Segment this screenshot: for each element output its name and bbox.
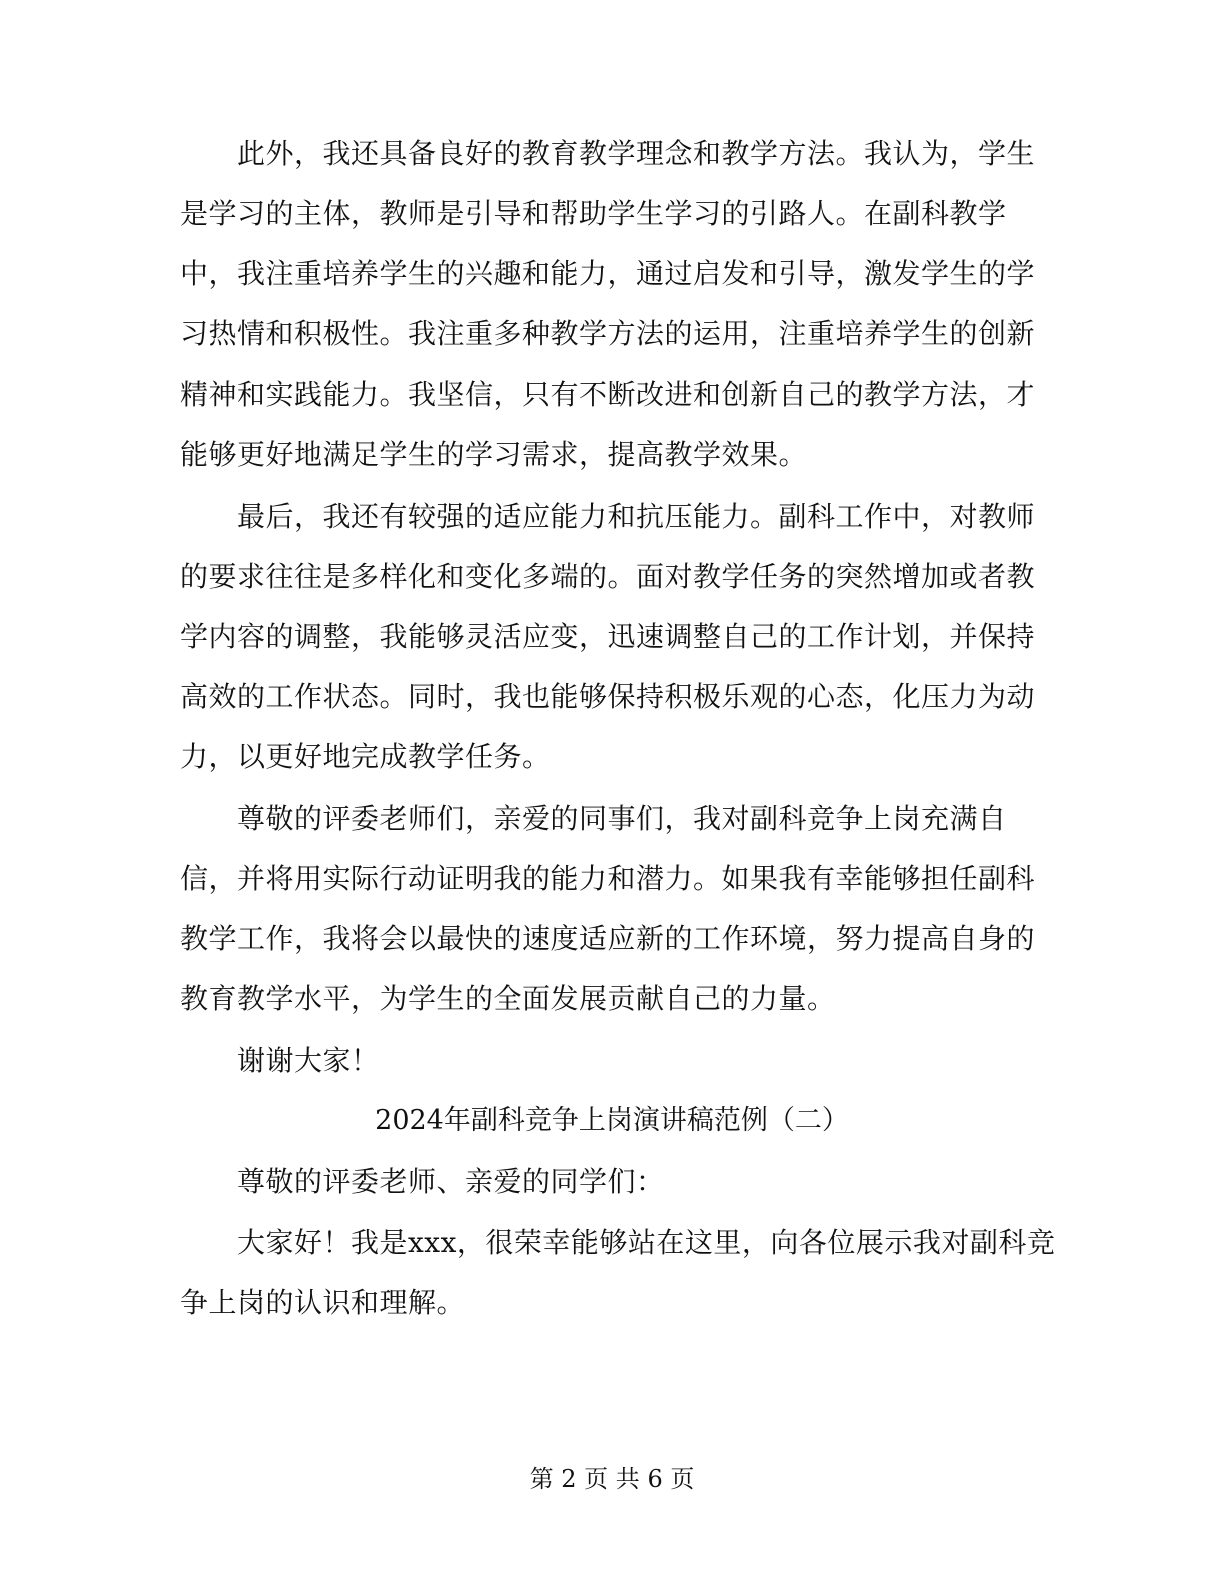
paragraph-1-line-5: 精神和实践能力。我坚信，只有不断改进和创新自己的教学方法，才 xyxy=(180,378,1036,411)
closing-thanks: 谢谢大家！ xyxy=(237,1044,380,1077)
paragraph-2-line-3: 学内容的调整，我能够灵活应变，迅速调整自己的工作计划，并保持 xyxy=(180,620,1036,653)
paragraph-3-line-4: 教育教学水平，为学生的全面发展贡献自己的力量。 xyxy=(180,982,836,1015)
intro-line-1: 大家好！我是xxx，很荣幸能够站在这里，向各位展示我对副科竞 xyxy=(237,1226,1056,1259)
section-title: 2024年副科竞争上岗演讲稿范例（二） xyxy=(375,1105,849,1136)
paragraph-2-line-1: 最后，我还有较强的适应能力和抗压能力。副科工作中，对教师 xyxy=(237,500,1036,533)
paragraph-2-line-2: 的要求往往是多样化和变化多端的。面对教学任务的突然增加或者教 xyxy=(180,560,1036,593)
intro-line-2: 争上岗的认识和理解。 xyxy=(180,1286,466,1319)
page-number-footer: 第 2 页 共 6 页 xyxy=(529,1465,695,1493)
paragraph-2-line-5: 力，以更好地完成教学任务。 xyxy=(180,740,551,773)
paragraph-1-line-2: 是学习的主体，教师是引导和帮助学生学习的引路人。在副科教学 xyxy=(180,197,1007,230)
salutation: 尊敬的评委老师、亲爱的同学们： xyxy=(237,1165,665,1198)
paragraph-1-line-3: 中，我注重培养学生的兴趣和能力，通过启发和引导，激发学生的学 xyxy=(180,257,1036,290)
paragraph-1-line-6: 能够更好地满足学生的学习需求，提高教学效果。 xyxy=(180,438,808,471)
paragraph-3-line-2: 信，并将用实际行动证明我的能力和潜力。如果我有幸能够担任副科 xyxy=(180,862,1036,895)
paragraph-2-line-4: 高效的工作状态。同时，我也能够保持积极乐观的心态，化压力为动 xyxy=(180,680,1036,713)
paragraph-1-line-4: 习热情和积极性。我注重多种教学方法的运用，注重培养学生的创新 xyxy=(180,317,1036,350)
paragraph-3-line-3: 教学工作，我将会以最快的速度适应新的工作环境，努力提高自身的 xyxy=(180,922,1036,955)
paragraph-3-line-1: 尊敬的评委老师们，亲爱的同事们，我对副科竞争上岗充满自 xyxy=(237,802,1007,835)
paragraph-1-line-1: 此外，我还具备良好的教育教学理念和教学方法。我认为，学生 xyxy=(237,137,1036,170)
